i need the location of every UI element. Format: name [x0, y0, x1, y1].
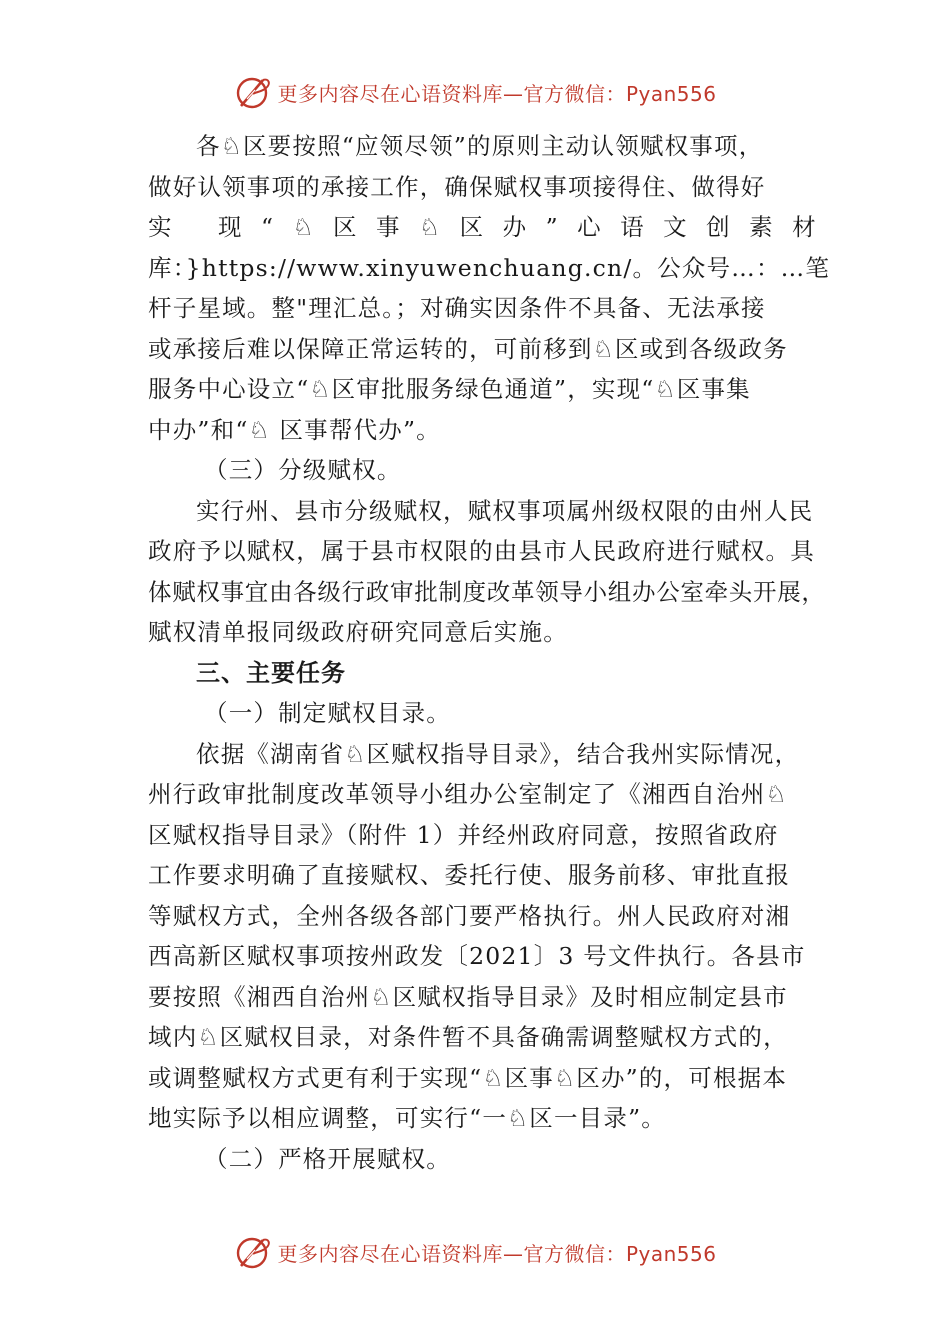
text-line: 中办”和“♘ 区事帮代办”。 — [148, 415, 441, 444]
intro-paragraph — [148, 126, 838, 450]
text-line: 州行政审批制度改革领导小组办公室制定了《湘西自治州♘ — [148, 780, 788, 808]
text-line: 西高新区赋权事项按州政发〔2021〕3 号文件执行。各县市 — [148, 942, 806, 970]
text-line: 做好认领事项的承接工作，确保赋权事项接得住、做得好 — [148, 172, 766, 201]
document-body — [148, 126, 838, 1179]
text-line: 政府予以赋权，属于县市权限的由县市人民政府进行赋权。具 — [148, 537, 815, 565]
text-line: 或承接后难以保障正常运转的，可前移到♘区或到各级政务 — [148, 334, 788, 363]
footer-banner — [0, 1230, 950, 1274]
text-line: 赋权清单报同级政府研究同意后实施。 — [148, 618, 568, 646]
text-line: 体赋权事宜由各级行政审批制度改革领导小组办公室牵头开展， — [148, 577, 826, 606]
quill-pen-logo-icon — [233, 1232, 273, 1272]
text-line: 实行州、县市分级赋权，赋权事项属州级权限的由州人民 — [196, 496, 814, 525]
text-line: 或调整赋权方式更有利于实现“♘区事♘区办”的，可根据本 — [148, 1063, 788, 1092]
subsection-title-2: （二）严格开展赋权。 — [204, 1144, 451, 1173]
text-line: 要按照《湘西自治州♘区赋权指导目录》及时相应制定县市 — [148, 982, 788, 1011]
text-line: 等赋权方式，全州各级各部门要严格执行。州人民政府对湘 — [148, 901, 791, 930]
tiered-empowerment-paragraph — [148, 491, 838, 653]
text-line: 实 现“♘区事♘区办”心语文创素材 — [148, 213, 836, 241]
catalog-paragraph — [148, 734, 838, 1139]
text-line: 依据《湖南省♘区赋权指导目录》，结合我州实际情况， — [196, 739, 800, 768]
text-line: 地实际予以相应调整，可实行“一♘区一目录”。 — [148, 1104, 666, 1132]
header-banner — [0, 70, 950, 114]
section-title-main-tasks: 三、主要任务 — [196, 658, 346, 687]
text-line: 域内♘区赋权目录，对条件暂不具备确需调整赋权方式的， — [148, 1023, 788, 1051]
text-line: 库：}https://www.xinyuwenchuang.cn/。公众号…：…笔 — [148, 253, 831, 282]
quill-pen-logo-icon — [233, 72, 273, 112]
text-line: 各♘区要按照“应领尽领”的原则主动认领赋权事项， — [196, 132, 764, 160]
text-line: 工作要求明确了直接赋权、委托行使、服务前移、审批直报 — [148, 861, 791, 889]
text-line: 区赋权指导目录》（附件 1）并经州政府同意，按照省政府 — [148, 820, 779, 849]
banner-text: 更多内容尽在心语资料库—官方微信：Pyan556 — [277, 81, 717, 106]
text-line: 服务中心设立“♘区审批服务绿色通道”，实现“♘区事集 — [148, 375, 751, 403]
subsection-title-3: （三）分级赋权。 — [204, 456, 402, 484]
banner-text: 更多内容尽在心语资料库—官方微信：Pyan556 — [277, 1241, 717, 1266]
subsection-title-1: （一）制定赋权目录。 — [204, 699, 451, 727]
text-line: 杆子星域。整"理汇总。；对确实因条件不具备、无法承接 — [148, 294, 766, 322]
